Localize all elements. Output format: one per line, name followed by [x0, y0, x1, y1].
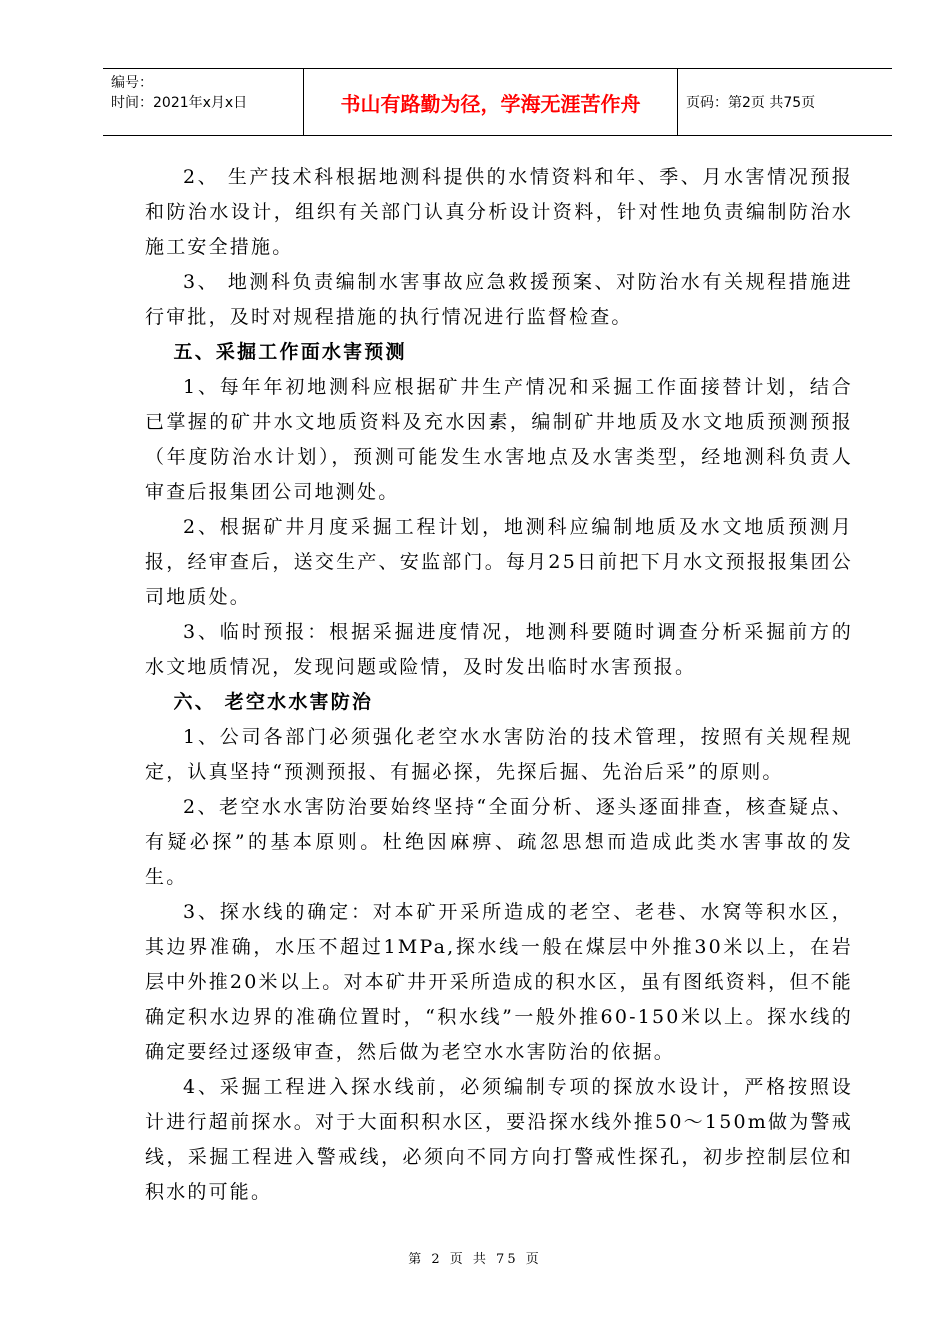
paragraph: 2、老空水水害防治要始终坚持“全面分析、逐头逐面排查，核查疑点、有疑必探”的基本原则。杜绝因麻痹、疏忽思想而造成此类水害事故的发生。	[145, 796, 853, 888]
page-header	[103, 68, 892, 136]
paragraph: 3、临时预报：根据采掘进度情况，地测科要随时调查分析采掘前方的水文地质情况，发现问题或险情，及时发出临时水害预报。	[145, 621, 853, 678]
paragraph: 3、 地测科负责编制水害事故应急救援预案、对防治水有关规程措施进行审批，及时对规程措施的执行情况进行监督检查。	[145, 271, 853, 328]
section-heading: 六、 老空水水害防治	[173, 691, 374, 713]
document-number: 编号：	[111, 75, 153, 91]
page-footer: 第 2 页 共 75 页	[408, 1252, 542, 1267]
paragraph: 1、每年年初地测科应根据矿井生产情况和采掘工作面接替计划，结合已掌握的矿井水文地质资料及充水因素，编制矿井地质及水文地质预测预报（年度防治水计划），预测可能发生水害地点及水害类型，经地测科负责人审查后报集团公司地测处。	[145, 376, 853, 503]
paragraph: 1、公司各部门必须强化老空水水害防治的技术管理，按照有关规程规定，认真坚持“预测预报、有掘必探，先探后掘、先治后采”的原则。	[145, 726, 853, 783]
paragraph: 2、 生产技术科根据地测科提供的水情资料和年、季、月水害情况预报和防治水设计，组织有关部门认真分析设计资料，针对性地负责编制防治水施工安全措施。	[145, 166, 853, 258]
document-body	[145, 160, 853, 1210]
section-heading: 五、采掘工作面水害预测	[173, 341, 407, 363]
document-time: 时间：2021年x月x日	[111, 95, 248, 111]
header-meta	[103, 69, 304, 135]
paragraph: 3、探水线的确定：对本矿开采所造成的老空、老巷、水窝等积水区，其边界准确，水压不超过1MPa,探水线一般在煤层中外推30米以上，在岩层中外推20米以上。对本矿井开采所造成的积水区，虽有图纸资料，但不能确定积水边界的准确位置时，“积水线”一般外推60-150米以上。探水线的确定要经过逐级审查，然后做为老空水水害防治的依据。	[145, 901, 853, 1063]
paragraph: 2、根据矿井月度采掘工程计划，地测科应编制地质及水文地质预测月报，经审查后，送交生产、安监部门。每月25日前把下月水文预报报集团公司地质处。	[145, 516, 853, 608]
header-motto: 书山有路勤为径，学海无涯苦作舟	[304, 69, 678, 135]
paragraph: 4、采掘工程进入探水线前，必须编制专项的探放水设计，严格按照设计进行超前探水。对于大面积积水区，要沿探水线外推50～150m做为警戒线，采掘工程进入警戒线，必须向不同方向打警戒性探孔，初步控制层位和积水的可能。	[145, 1076, 853, 1203]
header-page-number: 页码：第2页 共75页	[686, 95, 816, 111]
